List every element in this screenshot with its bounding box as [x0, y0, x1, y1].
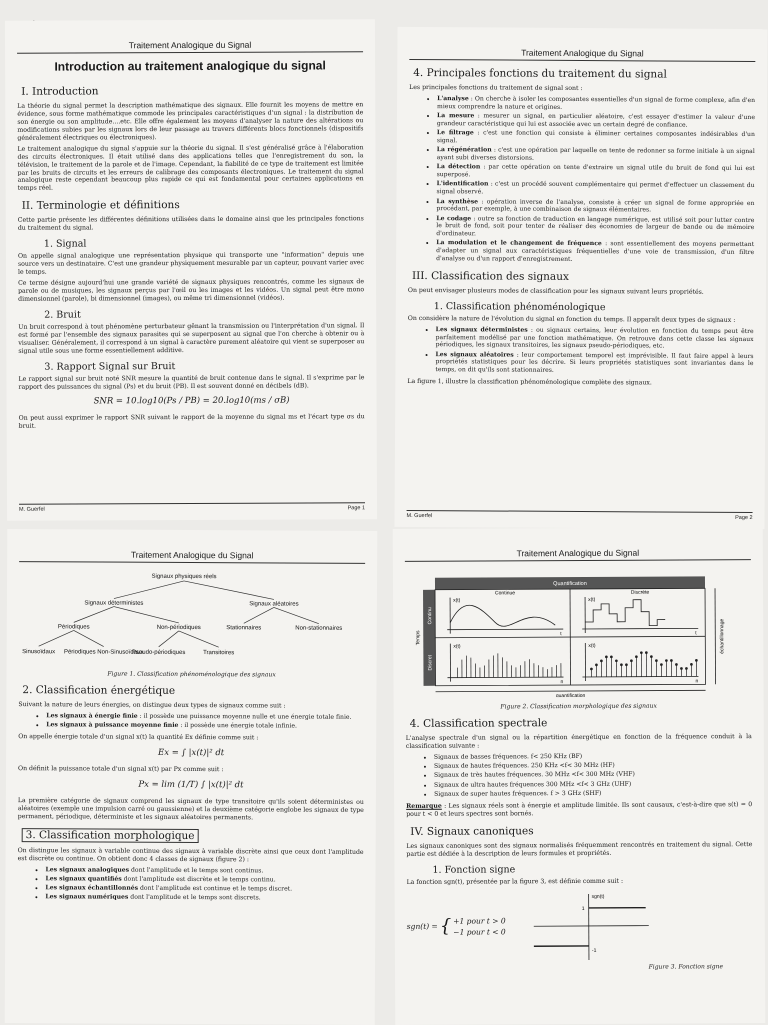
paragraph: Suivant la nature de leurs énergies, on distingue deux types de signaux comme suit :	[18, 701, 364, 711]
subsection-heading: 1. Fonction signe	[432, 863, 752, 876]
paragraph: Le traitement analogique du signal s'appuie sur la théorie du signal. Il s'est généralisé grâce à l'élaboration des circuits électroniques. Il était utilisé dans des applications telles que l'enregistrement du son, la télévision, le traitement de la parole et de l'image. Cependant, la fiabilité de ce type de traitement est limitée par les bruits de circuits et les erreurs de calibrage des composants électroniques. Le traitement du signal analogique reste cependant beaucoup plus rapide ce qui est fondamental pour certaines applications en temps réel.	[17, 144, 363, 193]
sample-dot	[655, 660, 657, 662]
document-page-2	[394, 27, 767, 529]
paragraph: L'analyse spectrale d'un signal ou la répartition énergétique en fonction de la fréquence conduit à la classification suivante :	[406, 733, 752, 751]
fig-right-axis-label: échantillonnage	[719, 618, 725, 653]
morphology-figure	[405, 566, 752, 698]
tree-node-stationary: Stationnaires	[226, 625, 261, 631]
fig-axis-label: t	[560, 631, 562, 637]
paragraph: La fonction sgn(t), présentée par la figure 3, est définie comme suit :	[407, 877, 753, 887]
tree-node-nonperiodic: Non-périodiques	[157, 625, 201, 631]
graph-ylabel: sgn(t)	[591, 893, 604, 899]
list-item: • Signaux de super hautes fréquences. f > 3 GHz (SHF)	[434, 789, 752, 798]
subsection-heading: 3. Rapport Signal sur Bruit	[44, 360, 364, 372]
sample-dot	[665, 660, 667, 662]
paragraph: Cette partie présente les différentes définitions utilisées dans le domaine ainsi que les principales fonctions du traitement du signal.	[18, 216, 364, 233]
sample-dot	[680, 667, 682, 669]
fig-axis-label: n	[695, 678, 698, 684]
list-item: • Les signaux déterministes : ou signaux certains, leur évolution en fonction du temps peut être parfaitement modélisé par une fonction mathématique. On retrouve dans cette classe les signaux périodiques, les signaux transitoires, les signaux pseudo-périodiques, etc.	[436, 326, 754, 351]
sample-dot	[600, 660, 602, 662]
fig-axis-label: x(t)	[588, 643, 596, 649]
running-title: Traitement Analogique du Signal	[19, 529, 365, 564]
energy-type-list	[18, 712, 364, 731]
list-item: • Signaux de hautes fréquences. 250 KHz <f< 30 MHz (HF)	[434, 761, 752, 770]
sample-dot	[660, 664, 662, 666]
paragraph: Un bruit correspond à tout phénomène perturbateur gênant la transmission ou l'interprétation d'un signal. Il est formé par l'ensemble des signaux parasites qui se superposent au signal que l'on cherche à obtenir ou à visualiser. Généralement, il correspond à un signal à caractère purement aléatoire qui vient se superposer au signal utile sous une forme essentiellement additive.	[18, 322, 364, 355]
graph-tick: 1	[582, 906, 585, 912]
subsection-heading: 2. Bruit	[44, 308, 364, 320]
list-item: • La mesure : mesurer un signal, en particulier aléatoire, c'est essayer d'estimer la valeur d'une grandeur caractéristique qui lui est associée avec un certain degré de confiance.	[437, 112, 755, 130]
fig-row-discrete: Discret	[427, 654, 433, 670]
paragraph: On appelle énergie totale d'un signal x(t) la quantité Ex définie comme suit :	[18, 733, 364, 743]
morphology-type-list	[17, 866, 363, 903]
sample-dot	[695, 659, 697, 661]
document-page-1	[5, 19, 377, 521]
list-item: • Les signaux numériques dont l'amplitude et le temps sont discrets.	[45, 894, 363, 903]
list-item: • Les signaux échantillonnés dont l'amplitude est continue et le temps discret.	[45, 884, 363, 893]
fig-row-axis-label: Temps	[415, 630, 421, 645]
paragraph: On distingue les signaux à variable continue des signaux à variable discrète ainsi que ceux dont l'amplitude est discrète ou continue. On obtient donc 4 classes de signaux (figure 2) :	[18, 847, 364, 865]
sign-function-block	[407, 889, 753, 963]
footer-author: M. Guerfel	[19, 507, 45, 513]
fig-axis-label: n	[560, 679, 563, 685]
subsection-heading: 3. Classification morphologique	[22, 828, 364, 844]
fig-row-continuous: Continu	[427, 607, 433, 624]
sample-dot	[595, 664, 597, 666]
tree-node-sinusoidal: Sinusoïdaux	[22, 649, 55, 655]
paragraph: On considère la nature de l'évolution du signal en fonction du temps. Il apparaît deux types de signaux :	[408, 315, 754, 325]
sample-dot	[670, 660, 672, 662]
sample-dot	[635, 656, 637, 658]
paragraph: On peut aussi exprimer le rapport SNR suivant le rapport de la moyenne du signal ms et l'écart type σs du bruit.	[19, 414, 365, 431]
tree-node-periodic-nonsinusoidal: Périodiques Non-Sinusoïdaux	[64, 649, 143, 655]
paragraph: La théorie du signal permet la description mathématique des signaux. Elle fournit les moyens de mettre en évidence, sous forme mathématique commode les principales caractéristiques d'un signal : la distribution de son énergie ou son amplitude....etc. Elle offre également les moyens d'analyser la nature des altérations ou modifications subies par les signaux lors de leur passage au travers différents blocs fonctionnels (dispositifs généralement électriques ou électroniques).	[17, 101, 363, 142]
sample-dot	[650, 656, 652, 658]
running-title: Traitement Analogique du Signal	[405, 527, 751, 562]
page-title: Introduction au traitement analogique du signal	[17, 58, 363, 74]
footer-page-number: Page 1	[348, 505, 365, 511]
list-item: • L'analyse : On cherche à isoler les composantes essentielles d'un signal de forme complexe, afin d'en mieux comprendre la nature et origines.	[437, 95, 755, 113]
figure-caption: Figure 1. Classification phénoménologique des signaux	[19, 670, 365, 679]
fig-top-label: Quantification	[553, 581, 587, 587]
tree-node-random: Signaux aléatoires	[249, 601, 298, 607]
fig-col-discrete: Discrète	[631, 590, 650, 596]
signal-type-list	[407, 326, 753, 376]
paragraph: On appelle signal analogique une représentation physique qui transporte une "information" depuis une source vers un destinataire. C'est une grandeur physiquement mesurable par un capteur, pouvant varier avec le temps.	[18, 251, 364, 276]
tree-node-transient: Transitoires	[203, 650, 234, 656]
sample-dot	[605, 656, 607, 658]
paragraph: La première catégorie de signaux comprend les signaux de type transitoire qu'ils soient déterministes ou aléatoires (exemple une impulsion carré ou gaussienne) et la deuxième catégorie englobe les signaux de type permanent, périodique, déterministe et les signaux aléatoires permanents.	[18, 797, 364, 823]
running-title: Traitement Analogique du Signal	[17, 19, 363, 54]
sign-function-graph	[523, 889, 653, 962]
sample-dot	[620, 664, 622, 666]
sample-dot	[640, 652, 642, 654]
list-item: • La régénération : c'est une opération par laquelle on tente de redonner sa forme initiale à un signal ayant subi diverses distorsions.	[437, 146, 755, 164]
subsection-heading: 2. Classification énergétique	[22, 684, 364, 698]
fig-axis-label: x(t)	[588, 597, 596, 603]
tree-node-root: Signaux physiques réels	[152, 574, 217, 580]
paragraph: Les principales fonctions du traitement de signal sont :	[409, 84, 755, 94]
document-page-4	[393, 527, 766, 1025]
footer-author: M. Guerfel	[407, 513, 433, 519]
subsection-heading: 1. Signal	[44, 237, 364, 249]
tree-node-nonstationary: Non-stationnaires	[295, 626, 342, 632]
section-heading: 4. Principales fonctions du traitement du signal	[413, 67, 755, 81]
list-item: • Les signaux analogiques dont l'amplitude et le temps sont continus.	[45, 866, 363, 875]
fig-col-continuous: Continue	[495, 590, 515, 596]
spectral-list	[406, 752, 752, 799]
tree-node-pseudoperiodic: Pseudo-périodiques	[132, 650, 185, 656]
list-item: • Signaux de basses fréquences. f< 250 KHz (BF)	[434, 752, 752, 761]
list-item: • Les signaux quantifiés dont l'amplitude est discrète et le temps continu.	[45, 875, 363, 884]
sample-dot	[610, 656, 612, 658]
paragraph: Les signaux canoniques sont des signaux normalisés fréquemment rencontrés en traitement du signal. Cette partie est dédiée à la description de leurs formules et propriétés.	[406, 841, 752, 859]
fig-bottom-axis-label: quantification	[556, 693, 586, 698]
list-item: • Le filtrage : c'est une fonction qui consiste à éliminer certaines composantes indésirables d'un signal.	[437, 129, 755, 147]
graph-tick: -1	[592, 947, 597, 953]
figure-caption: Figure 3. Fonction signe	[407, 963, 723, 972]
sample-dot	[590, 668, 592, 670]
section-heading: III. Classification des signaux	[412, 270, 754, 284]
snr-formula: SNR = 10.log10(Ps / PB) = 20.log10(ms / σB)	[19, 396, 365, 408]
tree-node-deterministic: Signaux déterministes	[84, 600, 143, 606]
list-item: • La synthèse : opération inverse de l'analyse, consiste à créer un signal de forme appropriée en procédant, par exemple, à une combinaison de signaux élémentaires.	[436, 198, 754, 216]
sample-dot	[675, 663, 677, 665]
sign-function-formula: sgn(t) = { +1 pour t > 0 −1 pour t < 0	[407, 915, 506, 937]
sample-dot	[645, 652, 647, 654]
paragraph: La figure 1, illustre la classification phénoménologique complète des signaux.	[407, 378, 753, 388]
classification-tree-diagram	[19, 568, 365, 666]
subsection-heading: 4. Classification spectrale	[410, 716, 752, 730]
section-heading: I. Introduction	[21, 84, 363, 97]
function-list	[408, 95, 755, 265]
sample-dot	[690, 663, 692, 665]
list-item: • La modulation et le changement de fréquence : sont essentiellement des moyens permettant d'adapter un signal aux caractéristiques fréquentielles d'une voie de transmission, d'un filtre d'analyse ou d'un rapport d'enregistrement.	[436, 240, 754, 265]
section-heading: IV. Signaux canoniques	[410, 824, 752, 838]
sample-dot	[630, 660, 632, 662]
list-item: • Signaux de ultra hautes fréquences 300 MHz <f< 3 GHz (UHF)	[434, 780, 752, 789]
paragraph: On peut envisager plusieurs modes de classification pour les signaux suivant leurs propriétés.	[408, 287, 754, 297]
running-title: Traitement Analogique du Signal	[409, 27, 755, 62]
paragraph: Ce terme désigne aujourd'hui une grande variété de signaux physiques rencontrés, comme les signaux de parole ou de musiques, les signaux perçus par l'œil ou les images et les vidéos. Un signal peut être mono dimensionnel (parole), bi dimensionnel (images), ou même tri dimensionnel (vidéos).	[18, 278, 364, 303]
tree-node-periodic: Périodiques	[58, 624, 90, 630]
list-item: • Les signaux à énergie finie : il possède une puissance moyenne nulle et une énergie totale finie.	[46, 712, 364, 721]
fig-axis-label: x(t)	[453, 644, 461, 650]
sample-dot	[685, 667, 687, 669]
list-item: • Signaux de très hautes fréquences. 30 MHz <f< 300 MHz (VHF)	[434, 771, 752, 780]
list-item: • La détection : par cette opération on tente d'extraire un signal utile du bruit de fond qui lui est superposé.	[437, 163, 755, 181]
page-footer	[19, 502, 365, 513]
figure-caption: Figure 2. Classification morphologique des signaux	[406, 702, 752, 711]
sample-dot	[625, 664, 627, 666]
list-item: • Le codage : outre sa fonction de traduction en langage numérique, est utilisé soit pour lutter contre le bruit de fond, soit pour tenter de réaliser des économies de largeur de bande ou de mémoire d'ordinateur.	[436, 215, 754, 240]
subsection-heading: 1. Classification phénoménologique	[434, 301, 754, 314]
document-page-3	[5, 529, 378, 1025]
list-item: • L'identification : c'est un procédé souvent complémentaire qui permet d'effectuer un classement du signal observé.	[436, 181, 754, 199]
paragraph: Le rapport signal sur bruit noté SNR mesure la quantité de bruit contenue dans le signal. Il s'exprime par le rapport des puissances du signal (Ps) et du bruit (PB). Il est souvent donné en décibels (dB).	[18, 374, 364, 391]
paragraph: On définit la puissance totale d'un signal x(t) par Px comme suit :	[18, 765, 364, 775]
list-item: • Les signaux aléatoires : leur comportement temporel est imprévisible. Il faut faire appel à leurs propriétés statistiques pour les décrire. Si leurs propriétés statistiques sont invariantes dans le temps, on dit qu'ils sont stationnaires.	[435, 351, 753, 376]
list-item: • Les signaux à puissance moyenne finie : il possède une énergie totale infinie.	[46, 721, 364, 730]
section-heading: II. Terminologie et définitions	[22, 199, 364, 212]
footer-page-number: Page 2	[735, 515, 752, 521]
power-formula: Px = lim (1/T) ∫ |x(t)|² dt	[18, 779, 364, 791]
page-footer	[407, 510, 753, 521]
fig-axis-label: t	[695, 630, 697, 636]
fig-axis-label: x(t)	[453, 598, 461, 604]
energy-formula: Ex = ∫ |x(t)|² dt	[18, 747, 364, 759]
sample-dot	[615, 660, 617, 662]
remark: Remarque : Les signaux réels sont à énergie et amplitude limitée. Ils sont causaux, c'est-à-dire que s(t) = 0 pour t < 0 et leurs spectres sont bornés.	[406, 801, 752, 819]
